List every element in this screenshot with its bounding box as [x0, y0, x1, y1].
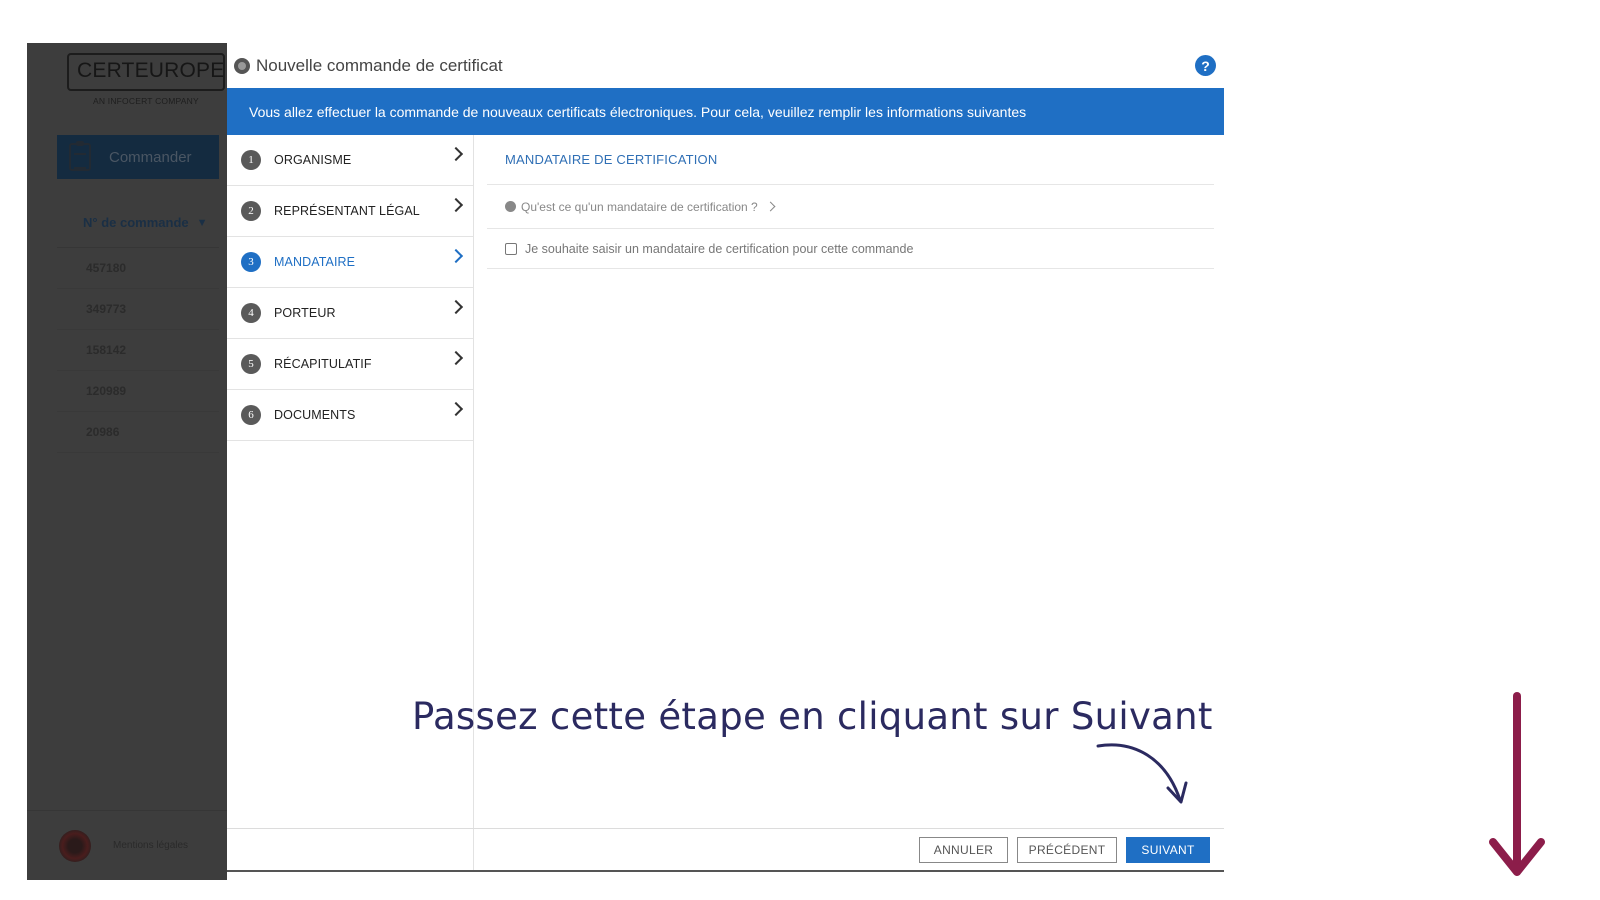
chevron-right-icon — [449, 147, 463, 161]
order-list — [57, 198, 219, 453]
flame-logo-icon — [59, 830, 91, 862]
chevron-right-icon — [449, 402, 463, 416]
order-row[interactable]: 20986 — [57, 412, 219, 453]
legal-link[interactable]: Mentions légales — [113, 840, 189, 851]
order-header-label: N° de commande — [83, 215, 189, 230]
dialog-footer — [227, 828, 1224, 870]
step-porteur[interactable] — [227, 288, 473, 339]
step-number: 4 — [241, 303, 261, 323]
info-icon — [505, 201, 516, 212]
logo-subtitle: AN INFOCERT COMPANY — [93, 96, 199, 106]
sort-down-icon: ▼ — [196, 216, 208, 229]
dialog-header — [227, 43, 1224, 88]
annotation-text: Passez cette étape en cliquant sur Suivant — [412, 695, 1213, 738]
new-order-dialog — [227, 43, 1224, 880]
step-organisme[interactable] — [227, 135, 473, 186]
help-button[interactable]: ? — [1195, 55, 1216, 76]
step-content — [487, 135, 1214, 269]
faq-link[interactable] — [487, 185, 1214, 229]
order-row[interactable]: 120989 — [57, 371, 219, 412]
logo: CERTEUROPE — [77, 59, 225, 82]
clipboard-icon — [69, 143, 91, 171]
step-representant-legal[interactable] — [227, 186, 473, 237]
curved-arrow-icon — [1094, 742, 1194, 812]
chevron-right-icon — [449, 300, 463, 314]
order-row[interactable]: 457180 — [57, 248, 219, 289]
app-sidebar — [27, 43, 227, 880]
certificate-icon — [234, 58, 250, 74]
steps-nav — [227, 135, 474, 870]
chevron-right-icon — [765, 202, 775, 212]
sidebar-footer — [27, 810, 227, 880]
step-number: 5 — [241, 354, 261, 374]
section-title: MANDATAIRE DE CERTIFICATION — [487, 135, 1214, 185]
cancel-button[interactable]: ANNULER — [919, 837, 1008, 863]
step-label: REPRÉSENTANT LÉGAL — [274, 204, 420, 218]
step-mandataire[interactable] — [227, 237, 473, 288]
step-documents[interactable] — [227, 390, 473, 441]
chevron-right-icon — [449, 249, 463, 263]
commander-button[interactable] — [57, 135, 219, 179]
step-label: MANDATAIRE — [274, 255, 356, 269]
previous-button[interactable]: PRÉCÉDENT — [1017, 837, 1117, 863]
step-label: ORGANISME — [274, 153, 352, 167]
order-row[interactable]: 158142 — [57, 330, 219, 371]
step-recapitulatif[interactable] — [227, 339, 473, 390]
dialog-bottom-border — [227, 870, 1224, 872]
step-number: 6 — [241, 405, 261, 425]
commander-label: Commander — [109, 148, 192, 166]
down-arrow-icon — [1487, 692, 1547, 882]
dialog-title: Nouvelle commande de certificat — [256, 55, 503, 75]
chevron-right-icon — [449, 351, 463, 365]
step-number: 2 — [241, 201, 261, 221]
chevron-right-icon — [449, 198, 463, 212]
mandataire-option — [487, 229, 1214, 269]
order-row[interactable]: 349773 — [57, 289, 219, 330]
step-number: 3 — [241, 252, 261, 272]
step-label: RÉCAPITULATIF — [274, 357, 372, 371]
faq-label: Qu'est ce qu'un mandataire de certification ? — [521, 199, 758, 214]
next-button[interactable]: SUIVANT — [1126, 837, 1210, 863]
order-list-header[interactable] — [57, 198, 219, 248]
info-banner: Vous allez effectuer la commande de nouveaux certificats électroniques. Pour cela, veuillez remplir les informations suivantes — [227, 88, 1224, 135]
checkbox-label[interactable]: Je souhaite saisir un mandataire de certification pour cette commande — [525, 241, 914, 256]
step-number: 1 — [241, 150, 261, 170]
step-label: DOCUMENTS — [274, 408, 356, 422]
step-label: PORTEUR — [274, 306, 336, 320]
mandataire-checkbox[interactable] — [505, 243, 517, 255]
